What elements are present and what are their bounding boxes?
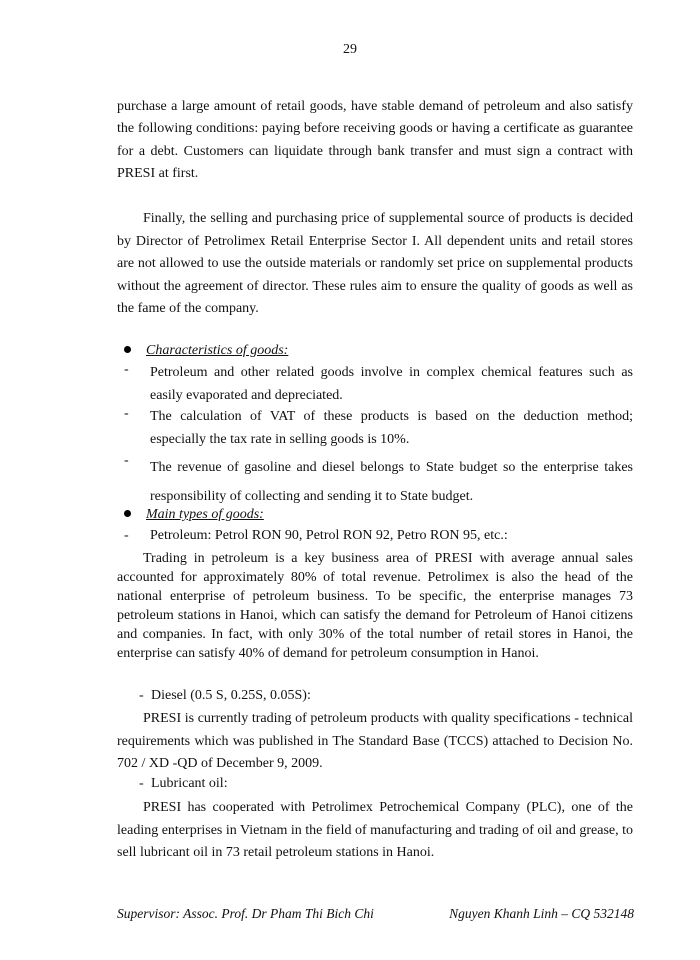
paragraph-pricing-rules: Finally, the selling and purchasing price of supplemental source of products is decided by Director of Petrolimex Retail Enterprise Sector I. All dependent units and retail stores are not allowed to use the outside materials or randomly set price on supplemental products without the agreement of director. These rules aim to ensure the quality of goods as well as the fame of the company. (117, 211, 633, 316)
page-number: 29 (343, 42, 357, 57)
lubricant-label-text: Lubricant oil: (151, 776, 228, 791)
list-item-text: The revenue of gasoline and diesel belongs to State budget so the enterprise takes responsibility of collecting and sending it to State budget. (150, 460, 633, 504)
characteristics-heading-text: Characteristics of goods: (146, 343, 289, 358)
main-types-heading (124, 505, 264, 525)
petroleum-label-text: Petroleum: Petrol RON 90, Petrol RON 92, Petro RON 95, etc.: (150, 528, 508, 543)
footer-supervisor: Supervisor: Assoc. Prof. Dr Pham Thi Bich Chi (117, 906, 374, 921)
dash-icon: - (124, 406, 129, 421)
list-item-text: The calculation of VAT of these products is based on the deduction method; especially the tax rate in selling goods is 10%. (150, 409, 633, 447)
paragraph-lubricant: PRESI has cooperated with Petrolimex Petrochemical Company (PLC), one of the leading enterprises in Vietnam in the field of manufacturing and trading of oil and grease, to sell lubricant oil in 73 retail petroleum stations in Hanoi. (117, 800, 633, 860)
dash-icon: - (124, 528, 129, 543)
footer-student: Nguyen Khanh Linh – CQ 532148 (449, 906, 634, 921)
bullet-icon (124, 346, 131, 353)
paragraph-petroleum: Trading in petroleum is a key business area of PRESI with average annual sales accounted for approximately 80% of total revenue. Petrolimex is also the head of the national enterprise of petroleum business. To be specific, the enterprise manages 73 petroleum stations in Hanoi, which can satisfy the demand for Petroleum of Hanoi citizens and companies. In fact, with only 30% of the total number of retail stores in Hanoi, the enterprise can satisfy 40% of demand for petroleum consumption in Hanoi. (117, 551, 633, 662)
dash-icon: - (139, 688, 144, 703)
characteristics-heading (124, 341, 288, 361)
dash-icon: - (124, 453, 129, 468)
dash-icon: - (124, 362, 129, 377)
main-types-heading-text: Main types of goods: (146, 507, 264, 522)
paragraph-payment-conditions: purchase a large amount of retail goods, have stable demand of petroleum and also satisfy the following conditions: paying before receiving goods or having a certificate as guarantee for a debt. Customers can liquidate through bank transfer and must sign a contract with PRESI at first. (117, 99, 633, 182)
paragraph-diesel: PRESI is currently trading of petroleum products with quality specifications - technical requirements which was published in The Standard Base (TCCS) attached to Decision No. 702 / XD -QD of December 9, 2009. (117, 711, 633, 771)
dash-icon: - (139, 776, 144, 791)
bullet-icon (124, 510, 131, 517)
diesel-label-text: Diesel (0.5 S, 0.25S, 0.05S): (151, 688, 311, 703)
list-item-text: Petroleum and other related goods involve in complex chemical features such as easily evaporated and depreciated. (150, 365, 633, 403)
